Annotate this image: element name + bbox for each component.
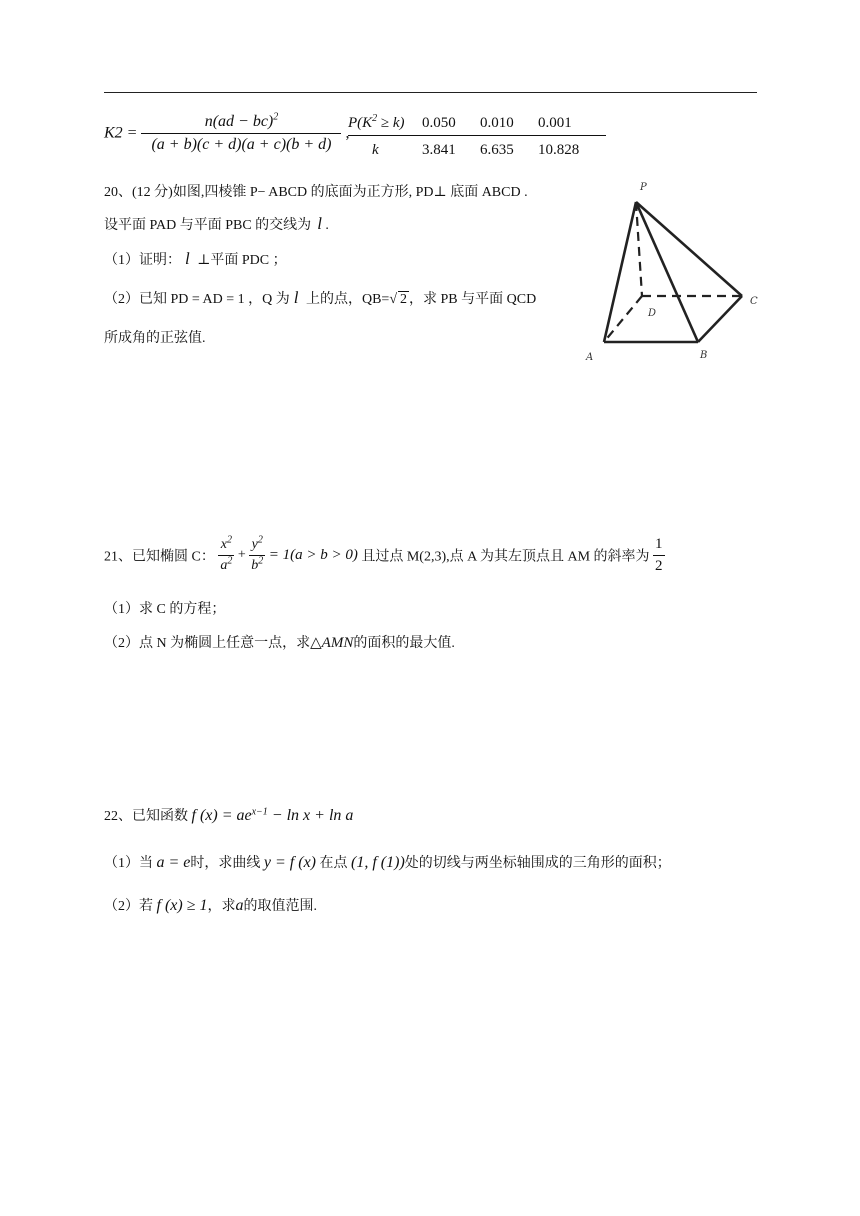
q21-line1: 21、已知椭圆 C： $\frac{x^2}{a^2}$ + $\frac{y^2}{b^2}$ = 1(a > b > 0) 且过点 M(2,3),点 A 为其左顶点且 AM 的斜率为 $\frac{1}{2}$: [104, 534, 663, 574]
table-cell: 10.828: [538, 142, 580, 158]
label-A: A: [586, 352, 594, 363]
label-B: B: [700, 350, 708, 361]
k2-comma: ,: [345, 124, 350, 142]
q22-part1: （1）当 a = e时，求曲线 y = f (x) 在点 (1, f (1))处的切线与两坐标轴围成的三角形的面积；: [104, 854, 671, 871]
q20-part2: （2）已知 PD = AD = 1 ，Q 为 l 上的点，QB=√ 2 ，求 PB 与平面 QCD: [104, 288, 537, 307]
k2-numerator: n(ad − bc): [204, 113, 274, 130]
q22-part2: （2）若 f (x) ≥ 1，求a的取值范围.: [104, 897, 317, 914]
label-C: C: [750, 296, 758, 307]
edge-BC: [698, 296, 742, 342]
k2-formula: [104, 113, 349, 154]
table-row2-label: k: [372, 142, 379, 158]
pyramid-figure: [578, 176, 768, 368]
table-cell: 0.001: [538, 115, 572, 131]
label-P: P: [640, 182, 647, 193]
label-D: D: [648, 308, 657, 319]
y-over-b-fraction: $\frac{y^2}{b^2}$: [251, 534, 264, 573]
critical-value-table: [348, 115, 606, 159]
edge-PC: [636, 202, 742, 296]
q22-line1: 22、已知函数 f $(x) = ae^{x-1} - \ln x + \ln a$: [104, 806, 354, 824]
table-row-k: [348, 136, 606, 159]
edge-PB: [636, 202, 698, 342]
k2-numerator-exp: 2: [273, 111, 279, 123]
k2-fraction: [141, 113, 341, 154]
table-cell: 0.050: [422, 115, 456, 131]
table-row1-label: $P(K^2 \ge k)$: [348, 113, 405, 131]
q20-line5: 所成角的正弦值.: [104, 331, 206, 346]
k2-lhs: K2 =: [104, 124, 138, 142]
k2-denominator: (a + b)(c + d)(a + c)(b + d): [141, 133, 341, 154]
header-rule: [104, 92, 757, 93]
table-cell: 6.635: [480, 142, 514, 158]
table-row-probability: [348, 115, 606, 136]
q20-line1: 20、(12 分)如图,四棱锥 P− ABCD 的底面为正方形, PD⊥ 底面 ABCD .: [104, 185, 528, 200]
table-cell: 3.841: [422, 142, 456, 158]
q21-part2: （2）点 N 为椭圆上任意一点，求△AMN的面积的最大值.: [104, 635, 455, 651]
slope-fraction: $\frac{1}{2}$: [655, 536, 663, 574]
q20-part1: （1）证明： l ⊥平面 PDC ；: [104, 249, 287, 268]
q21-part1: （1）求 C 的方程；: [104, 602, 226, 617]
table-cell: 0.010: [480, 115, 514, 131]
x-over-a-fraction: $\frac{x^2}{a^2}$: [220, 534, 233, 573]
q20-line2: 设平面 PAD 与平面 PBC 的交线为 l .: [104, 214, 329, 233]
